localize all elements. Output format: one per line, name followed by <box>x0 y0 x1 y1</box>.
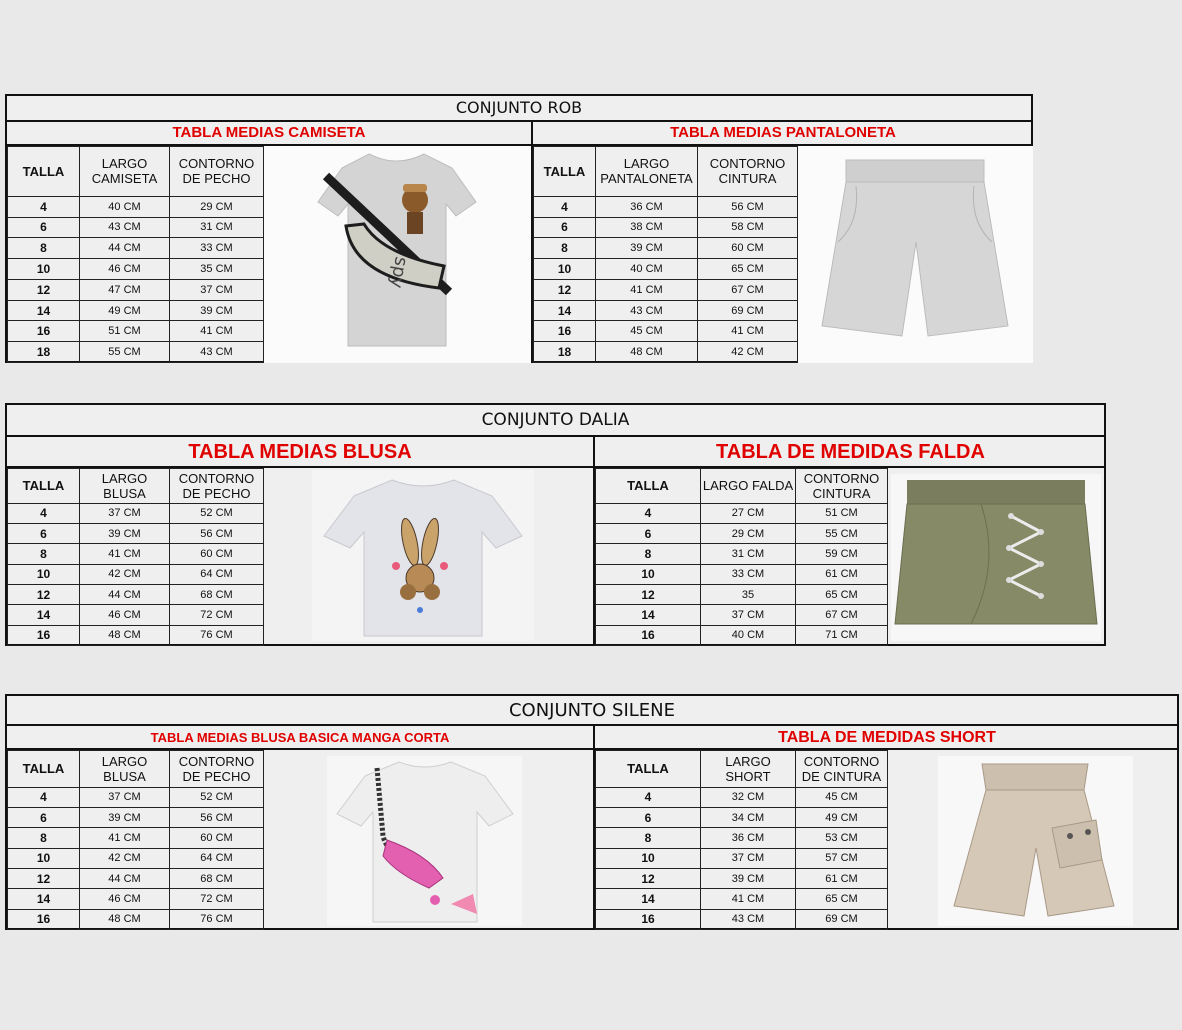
table-row <box>8 868 264 888</box>
measurement-cell: 52 CM <box>170 503 264 523</box>
size-cell: 12 <box>8 279 80 300</box>
measurement-cell: 44 CM <box>80 868 170 888</box>
table-row <box>534 300 798 321</box>
measurement-cell: 56 CM <box>698 196 798 217</box>
table-row <box>8 848 264 868</box>
measurement-cell: 46 CM <box>80 889 170 909</box>
measurement-cell: 69 CM <box>796 909 888 929</box>
table-row <box>534 196 798 217</box>
table-header-row <box>8 147 264 197</box>
measurement-cell: 53 CM <box>796 828 888 848</box>
size-chart-camiseta <box>7 122 531 363</box>
measurement-cell: 58 CM <box>698 217 798 238</box>
grey-shorts-icon <box>798 146 1033 363</box>
measurement-cell: 68 CM <box>170 868 264 888</box>
size-cell: 6 <box>596 807 701 827</box>
grey-tshirt-icon <box>264 146 531 363</box>
column-header: LARGO SHORT <box>701 751 796 788</box>
table-row <box>8 259 264 280</box>
measurement-cell: 68 CM <box>170 584 264 604</box>
measurement-cell: 41 CM <box>701 889 796 909</box>
table-row <box>8 625 264 645</box>
table-row <box>596 605 888 625</box>
table-row <box>8 889 264 909</box>
measurement-cell: 45 CM <box>796 787 888 807</box>
beige-shorts-icon <box>938 756 1133 926</box>
chart-title: TABLA MEDIAS PANTALONETA <box>533 122 1033 146</box>
size-table <box>7 146 264 363</box>
size-cell: 18 <box>8 342 80 363</box>
measurement-cell: 31 CM <box>170 217 264 238</box>
measurement-cell: 39 CM <box>701 868 796 888</box>
table-row <box>8 909 264 929</box>
measurement-cell: 49 CM <box>80 300 170 321</box>
size-cell: 8 <box>8 544 80 564</box>
measurement-cell: 36 CM <box>596 196 698 217</box>
size-cell: 12 <box>8 584 80 604</box>
measurement-cell: 34 CM <box>701 807 796 827</box>
set-title: CONJUNTO ROB <box>7 96 1031 122</box>
measurement-cell: 44 CM <box>80 238 170 259</box>
table-row <box>8 300 264 321</box>
table-header-row <box>8 751 264 788</box>
measurement-cell: 39 CM <box>80 523 170 543</box>
measurement-cell: 41 CM <box>170 321 264 342</box>
size-cell: 14 <box>8 889 80 909</box>
measurement-cell: 67 CM <box>796 605 888 625</box>
measurement-cell: 39 CM <box>596 238 698 259</box>
table-row <box>534 217 798 238</box>
measurement-cell: 45 CM <box>596 321 698 342</box>
measurement-cell: 42 CM <box>698 342 798 363</box>
size-cell: 14 <box>8 300 80 321</box>
measurement-cell: 48 CM <box>80 909 170 929</box>
measurement-cell: 61 CM <box>796 564 888 584</box>
measurement-cell: 33 CM <box>170 238 264 259</box>
measurement-cell: 37 CM <box>80 503 170 523</box>
measurement-cell: 60 CM <box>698 238 798 259</box>
chart-title: TABLA DE MEDIDAS SHORT <box>595 726 1179 750</box>
size-cell: 14 <box>596 605 701 625</box>
size-cell: 12 <box>596 584 701 604</box>
measurement-cell: 61 CM <box>796 868 888 888</box>
size-table <box>595 750 888 930</box>
size-cell: 8 <box>534 238 596 259</box>
measurement-cell: 51 CM <box>796 503 888 523</box>
table-row <box>8 196 264 217</box>
white-blouse-pink-bag-icon <box>327 756 522 926</box>
measurement-cell: 60 CM <box>170 828 264 848</box>
size-cell: 10 <box>534 259 596 280</box>
measurement-cell: 46 CM <box>80 605 170 625</box>
table-row <box>8 828 264 848</box>
product-photo-pantaloneta <box>798 146 1033 363</box>
size-cell: 16 <box>8 625 80 645</box>
size-cell: 4 <box>8 503 80 523</box>
measurement-cell: 65 CM <box>796 584 888 604</box>
measurement-cell: 76 CM <box>170 909 264 929</box>
table-row <box>534 342 798 363</box>
table-row <box>534 321 798 342</box>
table-row <box>8 238 264 259</box>
size-cell: 6 <box>8 217 80 238</box>
size-cell: 18 <box>534 342 596 363</box>
measurement-cell: 41 CM <box>80 544 170 564</box>
header-talla: TALLA <box>8 147 80 197</box>
size-cell: 6 <box>534 217 596 238</box>
set-title: CONJUNTO SILENE <box>7 696 1177 726</box>
measurement-cell: 56 CM <box>170 807 264 827</box>
table-header-row <box>596 469 888 504</box>
product-photo-falda <box>891 474 1101 641</box>
header-talla: TALLA <box>8 469 80 504</box>
measurement-cell: 55 CM <box>796 523 888 543</box>
measurement-cell: 67 CM <box>698 279 798 300</box>
size-table <box>533 146 798 363</box>
measurement-cell: 56 CM <box>170 523 264 543</box>
size-cell: 14 <box>8 605 80 625</box>
size-cell: 14 <box>596 889 701 909</box>
table-row <box>8 787 264 807</box>
measurement-cell: 57 CM <box>796 848 888 868</box>
size-chart-pantaloneta <box>533 122 1033 363</box>
measurement-cell: 41 CM <box>80 828 170 848</box>
product-photo-camiseta <box>264 146 531 363</box>
table-header-row <box>596 751 888 788</box>
size-cell: 10 <box>8 259 80 280</box>
column-header: LARGO BLUSA <box>80 751 170 788</box>
measurement-cell: 64 CM <box>170 564 264 584</box>
set-title: CONJUNTO DALIA <box>7 405 1104 437</box>
table-row <box>8 807 264 827</box>
measurement-cell: 37 CM <box>170 279 264 300</box>
table-row <box>596 787 888 807</box>
table-header-row <box>8 469 264 504</box>
measurement-cell: 43 CM <box>596 300 698 321</box>
measurement-cell: 37 CM <box>80 787 170 807</box>
size-cell: 16 <box>8 909 80 929</box>
table-row <box>596 503 888 523</box>
measurement-cell: 49 CM <box>796 807 888 827</box>
size-cell: 16 <box>596 625 701 645</box>
table-row <box>596 868 888 888</box>
table-row <box>596 584 888 604</box>
size-chart-blusa-basica <box>7 726 593 930</box>
table-row <box>8 605 264 625</box>
measurement-cell: 76 CM <box>170 625 264 645</box>
measurement-cell: 31 CM <box>701 544 796 564</box>
measurement-cell: 37 CM <box>701 848 796 868</box>
print-text: spy <box>385 255 412 290</box>
column-header: CONTORNO DE PECHO <box>170 751 264 788</box>
column-header: CONTORNO DE PECHO <box>170 147 264 197</box>
size-cell: 4 <box>8 196 80 217</box>
table-header-row <box>534 147 798 197</box>
column-header: LARGO PANTALONETA <box>596 147 698 197</box>
table-row <box>8 342 264 363</box>
measurement-cell: 42 CM <box>80 564 170 584</box>
size-cell: 12 <box>8 868 80 888</box>
measurement-cell: 40 CM <box>701 625 796 645</box>
table-row <box>596 544 888 564</box>
size-cell: 8 <box>8 828 80 848</box>
table-row <box>596 848 888 868</box>
measurement-cell: 48 CM <box>596 342 698 363</box>
olive-skirt-icon <box>891 474 1101 641</box>
size-cell: 10 <box>596 564 701 584</box>
measurement-cell: 37 CM <box>701 605 796 625</box>
measurement-cell: 29 CM <box>170 196 264 217</box>
chart-title: TABLA MEDIAS BLUSA BASICA MANGA CORTA <box>7 726 593 750</box>
column-header: CONTORNO DE PECHO <box>170 469 264 504</box>
column-header: LARGO BLUSA <box>80 469 170 504</box>
product-photo-short <box>938 756 1133 926</box>
size-cell: 4 <box>596 787 701 807</box>
measurement-cell: 47 CM <box>80 279 170 300</box>
measurement-cell: 35 CM <box>170 259 264 280</box>
table-row <box>596 909 888 929</box>
measurement-cell: 41 CM <box>698 321 798 342</box>
measurement-cell: 72 CM <box>170 889 264 909</box>
measurement-cell: 41 CM <box>596 279 698 300</box>
column-header: CONTORNO CINTURA <box>796 469 888 504</box>
measurement-cell: 64 CM <box>170 848 264 868</box>
size-cell: 8 <box>8 238 80 259</box>
white-blouse-icon <box>312 470 534 641</box>
measurement-cell: 55 CM <box>80 342 170 363</box>
size-cell: 10 <box>8 848 80 868</box>
size-chart-falda <box>595 437 1106 646</box>
measurement-cell: 35 <box>701 584 796 604</box>
measurement-cell: 42 CM <box>80 848 170 868</box>
column-header: CONTORNO DE CINTURA <box>796 751 888 788</box>
size-table <box>595 468 888 646</box>
header-talla: TALLA <box>596 751 701 788</box>
chart-title: TABLA MEDIAS BLUSA <box>7 437 593 468</box>
measurement-cell: 44 CM <box>80 584 170 604</box>
table-row <box>8 584 264 604</box>
measurement-cell: 33 CM <box>701 564 796 584</box>
table-row <box>8 279 264 300</box>
table-row <box>596 889 888 909</box>
measurement-cell: 40 CM <box>80 196 170 217</box>
size-cell: 6 <box>8 807 80 827</box>
table-row <box>534 279 798 300</box>
measurement-cell: 59 CM <box>796 544 888 564</box>
table-row <box>8 523 264 543</box>
measurement-cell: 29 CM <box>701 523 796 543</box>
size-chart-blusa <box>7 437 593 646</box>
measurement-cell: 32 CM <box>701 787 796 807</box>
measurement-cell: 38 CM <box>596 217 698 238</box>
measurement-cell: 51 CM <box>80 321 170 342</box>
measurement-cell: 27 CM <box>701 503 796 523</box>
table-row <box>8 321 264 342</box>
table-row <box>596 625 888 645</box>
measurement-cell: 40 CM <box>596 259 698 280</box>
size-cell: 12 <box>534 279 596 300</box>
product-photo-blusa-basica <box>327 756 522 926</box>
size-cell: 12 <box>596 868 701 888</box>
set-rob <box>5 94 1033 363</box>
size-cell: 16 <box>534 321 596 342</box>
measurement-cell: 60 CM <box>170 544 264 564</box>
size-cell: 10 <box>8 564 80 584</box>
chart-title: TABLA DE MEDIDAS FALDA <box>595 437 1106 468</box>
set-dalia <box>5 403 1106 646</box>
chart-title: TABLA MEDIAS CAMISETA <box>7 122 531 146</box>
table-row <box>596 564 888 584</box>
measurement-cell: 43 CM <box>701 909 796 929</box>
measurement-cell: 52 CM <box>170 787 264 807</box>
measurement-cell: 39 CM <box>80 807 170 827</box>
measurement-cell: 43 CM <box>80 217 170 238</box>
table-row <box>534 238 798 259</box>
size-cell: 4 <box>596 503 701 523</box>
column-header: CONTORNO CINTURA <box>698 147 798 197</box>
table-row <box>8 503 264 523</box>
size-chart-short <box>595 726 1179 930</box>
set-silene <box>5 694 1179 930</box>
column-header: LARGO FALDA <box>701 469 796 504</box>
measurement-cell: 46 CM <box>80 259 170 280</box>
table-row <box>8 217 264 238</box>
size-cell: 14 <box>534 300 596 321</box>
size-cell: 4 <box>8 787 80 807</box>
size-cell: 16 <box>8 321 80 342</box>
measurement-cell: 72 CM <box>170 605 264 625</box>
header-talla: TALLA <box>534 147 596 197</box>
measurement-cell: 48 CM <box>80 625 170 645</box>
header-talla: TALLA <box>8 751 80 788</box>
table-row <box>596 523 888 543</box>
measurement-cell: 65 CM <box>796 889 888 909</box>
size-table <box>7 750 264 930</box>
measurement-cell: 69 CM <box>698 300 798 321</box>
table-row <box>8 564 264 584</box>
size-cell: 6 <box>8 523 80 543</box>
measurement-cell: 36 CM <box>701 828 796 848</box>
size-cell: 16 <box>596 909 701 929</box>
size-cell: 8 <box>596 828 701 848</box>
size-cell: 8 <box>596 544 701 564</box>
table-row <box>8 544 264 564</box>
size-cell: 4 <box>534 196 596 217</box>
table-row <box>596 807 888 827</box>
size-cell: 10 <box>596 848 701 868</box>
product-photo-blusa <box>312 470 534 641</box>
measurement-cell: 71 CM <box>796 625 888 645</box>
size-table <box>7 468 264 646</box>
header-talla: TALLA <box>596 469 701 504</box>
measurement-cell: 43 CM <box>170 342 264 363</box>
column-header: LARGO CAMISETA <box>80 147 170 197</box>
size-cell: 6 <box>596 523 701 543</box>
table-row <box>596 828 888 848</box>
measurement-cell: 39 CM <box>170 300 264 321</box>
table-row <box>534 259 798 280</box>
measurement-cell: 65 CM <box>698 259 798 280</box>
